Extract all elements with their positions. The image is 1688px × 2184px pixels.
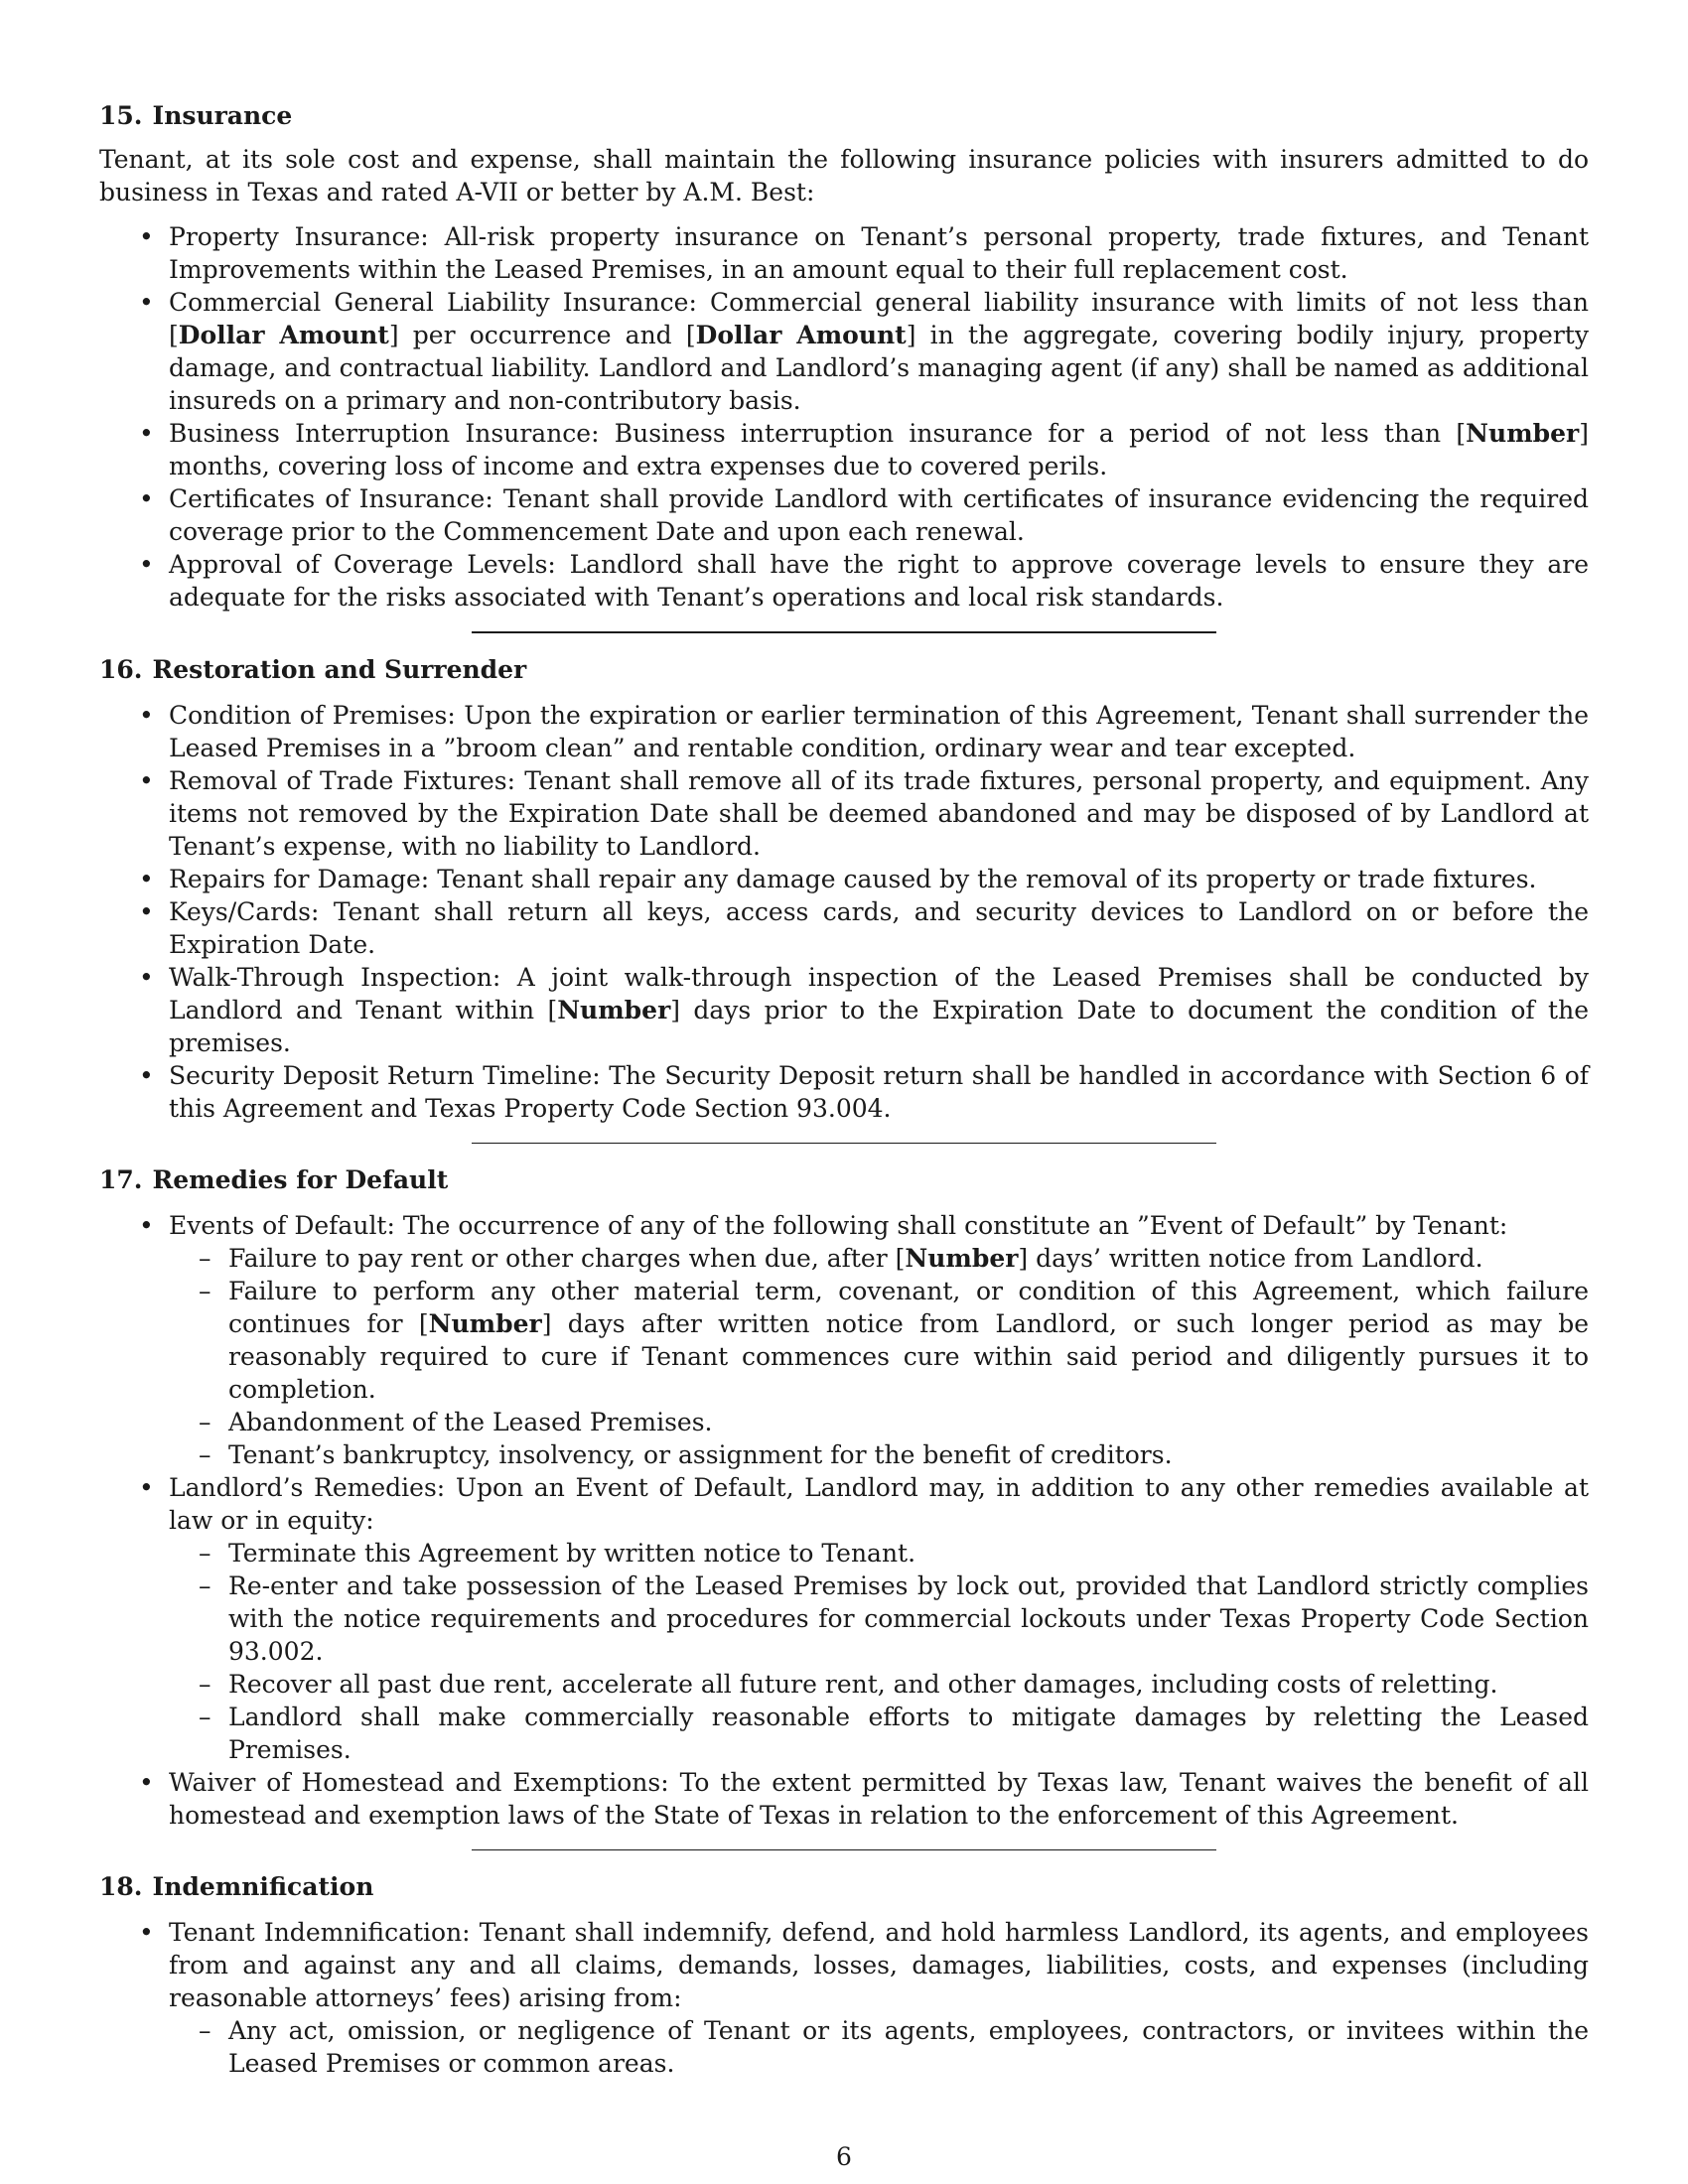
list-item: • Landlord’s Remedies: Upon an Event of Default, Landlord may, in addition to any other remedies available at law or in equity: – Terminate this Agreement by written notice to Tenant. – Re-enter and take possession of the Leased Premises by lock out, provided that Landlord strictly complies with the notice requirements and procedures for commercial lockouts under Texas Property Code Section 93.002. – Recover all past due rent, accelerate all future rent, and other damages, including costs of reletting. – Landlord shall make commercially reasonable efforts to mitigate damages by reletting the Leased Premises. (139, 1473, 1589, 1764)
section-heading-insurance: 15. Insurance (99, 101, 293, 130)
document-page (99, 97, 1589, 2080)
sub-list-item: – Terminate this Agreement by written notice to Tenant. (199, 1539, 916, 1568)
list-item: • Walk-Through Inspection: A joint walk-through inspection of the Leased Premises shall be conducted by Landlord and Tenant within [Number] days prior to the Expiration Date to document the condition of the premises. (139, 963, 1589, 1057)
sub-list (169, 1242, 1589, 1471)
list-item: • Security Deposit Return Timeline: The Security Deposit return shall be handled in accordance with Section 6 of this Agreement and Texas Property Code Section 93.004. (139, 1061, 1589, 1123)
sub-list-item: – Re-enter and take possession of the Leased Premises by lock out, provided that Landlord strictly complies with the notice requirements and procedures for commercial lockouts under Texas Property Code Section 93.002. (199, 1571, 1589, 1666)
placeholder-field: Number (1466, 419, 1580, 448)
sub-list-item: – Recover all past due rent, accelerate all future rent, and other damages, including costs of reletting. (199, 1670, 1498, 1699)
section-divider (472, 1849, 1216, 1850)
list-item: • Events of Default: The occurrence of any of the following shall constitute an ”Event of Default” by Tenant: – Failure to pay rent or other charges when due, after [Number] days’ written notice from Landlord. – Failure to perform any other material term, covenant, or condition of this Agreement, which failure continues for [Number] days after written notice from Landlord, or such longer period as may be reasonably required to cure if Tenant commences cure within said period and diligently pursues it to completion. – Abandonment of the Leased Premises. – Tenant’s bankruptcy, insolvency, or assignment for the benefit of creditors. (139, 1211, 1589, 1469)
placeholder-field: Dollar Amount (178, 321, 389, 349)
list-item: • Waiver of Homestead and Exemptions: To the extent permitted by Texas law, Tenant waives the benefit of all homestead and exemption laws of the State of Texas in relation to the enforcement of this Agreement. (139, 1768, 1589, 1830)
sub-list-item: – Abandonment of the Leased Premises. (199, 1408, 713, 1436)
placeholder-field: Number (428, 1309, 542, 1338)
section-divider (472, 631, 1216, 633)
sub-list (169, 1537, 1589, 1766)
restoration-list (99, 699, 1589, 1125)
list-item: • Certificates of Insurance: Tenant shall provide Landlord with certificates of insurance evidencing the required coverage prior to the Commencement Date and upon each renewal. (139, 484, 1589, 546)
sub-list-item: – Landlord shall make commercially reasonable efforts to mitigate damages by reletting the Leased Premises. (199, 1703, 1589, 1764)
list-item: • Condition of Premises: Upon the expiration or earlier termination of this Agreement, Tenant shall surrender the Leased Premises in a ”broom clean” and rentable condition, ordinary wear and tear excepted. (139, 701, 1589, 762)
list-item: • Property Insurance: All-risk property insurance on Tenant’s personal property, trade fixtures, and Tenant Improvements within the Leased Premises, in an amount equal to their full replacement cost. (139, 222, 1590, 284)
section-heading-restoration: 16. Restoration and Surrender (99, 655, 527, 684)
page-number: 6 (836, 2142, 852, 2171)
placeholder-field: Number (905, 1244, 1019, 1273)
sub-list-item: – Tenant’s bankruptcy, insolvency, or assignment for the benefit of creditors. (199, 1440, 1173, 1469)
list-item: • Approval of Coverage Levels: Landlord shall have the right to approve coverage levels to ensure they are adequate for the risks associated with Tenant’s operations and local risk standards. (139, 550, 1589, 612)
list-item: • Tenant Indemnification: Tenant shall indemnify, defend, and hold harmless Landlord, its agents, and employees from and against any and all claims, demands, losses, damages, liabilities, costs, and expenses (including reasonable attorneys’ fees) arising from: – Any act, omission, or negligence of Tenant or its agents, employees, contractors, or invitees within the Leased Premises or common areas. (139, 1918, 1589, 2078)
placeholder-field: Dollar Amount (695, 321, 907, 349)
insurance-list (99, 220, 1589, 614)
list-item: • Commercial General Liability Insurance: Commercial general liability insurance with limits of not less than [Dollar Amount] per occurrence and [Dollar Amount] in the aggregate, covering bodily injury, property damage, and contractual liability. Landlord and Landlord’s managing agent (if any) shall be named as additional insureds on a primary and non-contributory basis. (139, 288, 1589, 415)
list-item: • Business Interruption Insurance: Business interruption insurance for a period of not less than [Number] months, covering loss of income and extra expenses due to covered perils. (139, 419, 1589, 480)
sub-list-item: – Failure to perform any other material term, covenant, or condition of this Agreement, which failure continues for [Number] days after written notice from Landlord, or such longer period as may be reasonably required to cure if Tenant commences cure within said period and diligently pursues it to completion. (199, 1277, 1589, 1404)
section-divider (472, 1143, 1216, 1144)
list-item: • Removal of Trade Fixtures: Tenant shall remove all of its trade fixtures, personal property, and equipment. Any items not removed by the Expiration Date shall be deemed abandoned and may be disposed of by Landlord at Tenant’s expense, with no liability to Landlord. (139, 766, 1589, 861)
sub-list (169, 2014, 1589, 2080)
section-heading-remedies: 17. Remedies for Default (99, 1165, 449, 1194)
list-item: • Repairs for Damage: Tenant shall repair any damage caused by the removal of its property or trade fixtures. (139, 865, 1537, 893)
section-heading-indemnification: 18. Indemnification (99, 1872, 374, 1901)
placeholder-field: Number (557, 996, 671, 1024)
sub-list-item: – Failure to pay rent or other charges when due, after [Number] days’ written notice from Landlord. (199, 1244, 1483, 1273)
sub-list-item: – Any act, omission, or negligence of Tenant or its agents, employees, contractors, or invitees within the Leased Premises or common areas. (199, 2016, 1589, 2078)
list-item: • Keys/Cards: Tenant shall return all keys, access cards, and security devices to Landlord on or before the Expiration Date. (139, 897, 1589, 959)
section-intro-insurance: Tenant, at its sole cost and expense, shall maintain the following insurance policies with insurers admitted to do business in Texas and rated A-VII or better by A.M. Best: (99, 145, 1589, 206)
indemnification-list (99, 1916, 1589, 2080)
remedies-list (99, 1209, 1589, 1832)
